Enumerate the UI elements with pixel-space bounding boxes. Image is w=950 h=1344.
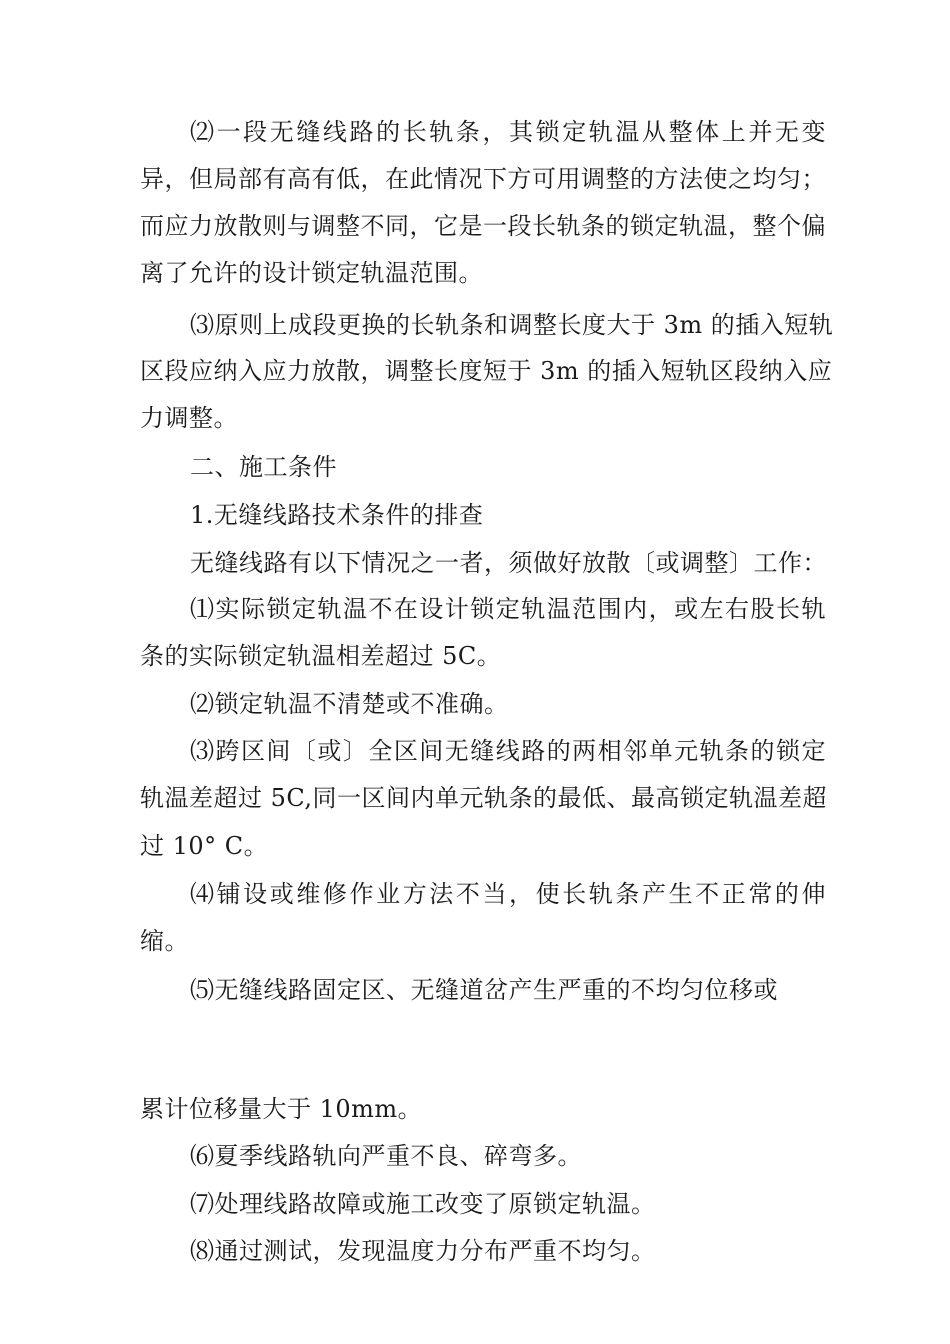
paragraph-line: 异，但局部有高有低，在此情况下方可用调整的方法使之均匀；	[140, 165, 826, 193]
list-item-line: ⑵锁定轨温不清楚或不准确。	[190, 690, 509, 718]
paragraph-line: 离了允许的设计锁定轨温范围。	[140, 259, 483, 287]
subsection-heading: 1.无缝线路技术条件的排查	[190, 501, 484, 529]
list-item-line: 轨温差超过 5C,同一区间内单元轨条的最低、最高锁定轨温差超	[140, 784, 828, 812]
paragraph-line: 而应力放散则与调整不同，它是一段长轨条的锁定轨温，整个偏	[140, 212, 826, 240]
list-item-line: 条的实际锁定轨温相差超过 5C。	[140, 642, 502, 670]
list-item-line: 累计位移量大于 10mm。	[140, 1095, 423, 1123]
paragraph-line: 力调整。	[140, 404, 238, 432]
list-item-line: ⑸无缝线路固定区、无缝道岔产生严重的不均匀位移或	[190, 976, 778, 1004]
list-item-line: ⑴实际锁定轨温不在设计锁定轨温范围内，或左右股长轨	[190, 595, 826, 623]
paragraph-line: 区段应纳入应力放散，调整长度短于 3m 的插入短轨区段纳入应	[140, 357, 833, 385]
list-item-line: ⑹夏季线路轨向严重不良、碎弯多。	[190, 1142, 582, 1170]
list-item-line: ⑷铺设或维修作业方法不当，使长轨条产生不正常的伸	[190, 880, 826, 908]
paragraph-line: 无缝线路有以下情况之一者，须做好放散〔或调整〕工作：	[190, 549, 827, 577]
list-item-line: 缩。	[140, 927, 189, 955]
list-item-line: ⑶跨区间〔或〕全区间无缝线路的两相邻单元轨条的锁定	[190, 737, 826, 765]
paragraph-line: ⑶原则上成段更换的长轨条和调整长度大于 3m 的插入短轨	[190, 311, 834, 339]
section-heading: 二、施工条件	[190, 453, 337, 481]
list-item-line: ⑻通过测试，发现温度力分布严重不均匀。	[190, 1237, 656, 1265]
list-item-line: ⑺处理线路故障或施工改变了原锁定轨温。	[190, 1190, 656, 1218]
paragraph-line: ⑵一段无缝线路的长轨条，其锁定轨温从整体上并无变	[190, 118, 826, 146]
list-item-line: 过 10° C。	[140, 832, 269, 860]
